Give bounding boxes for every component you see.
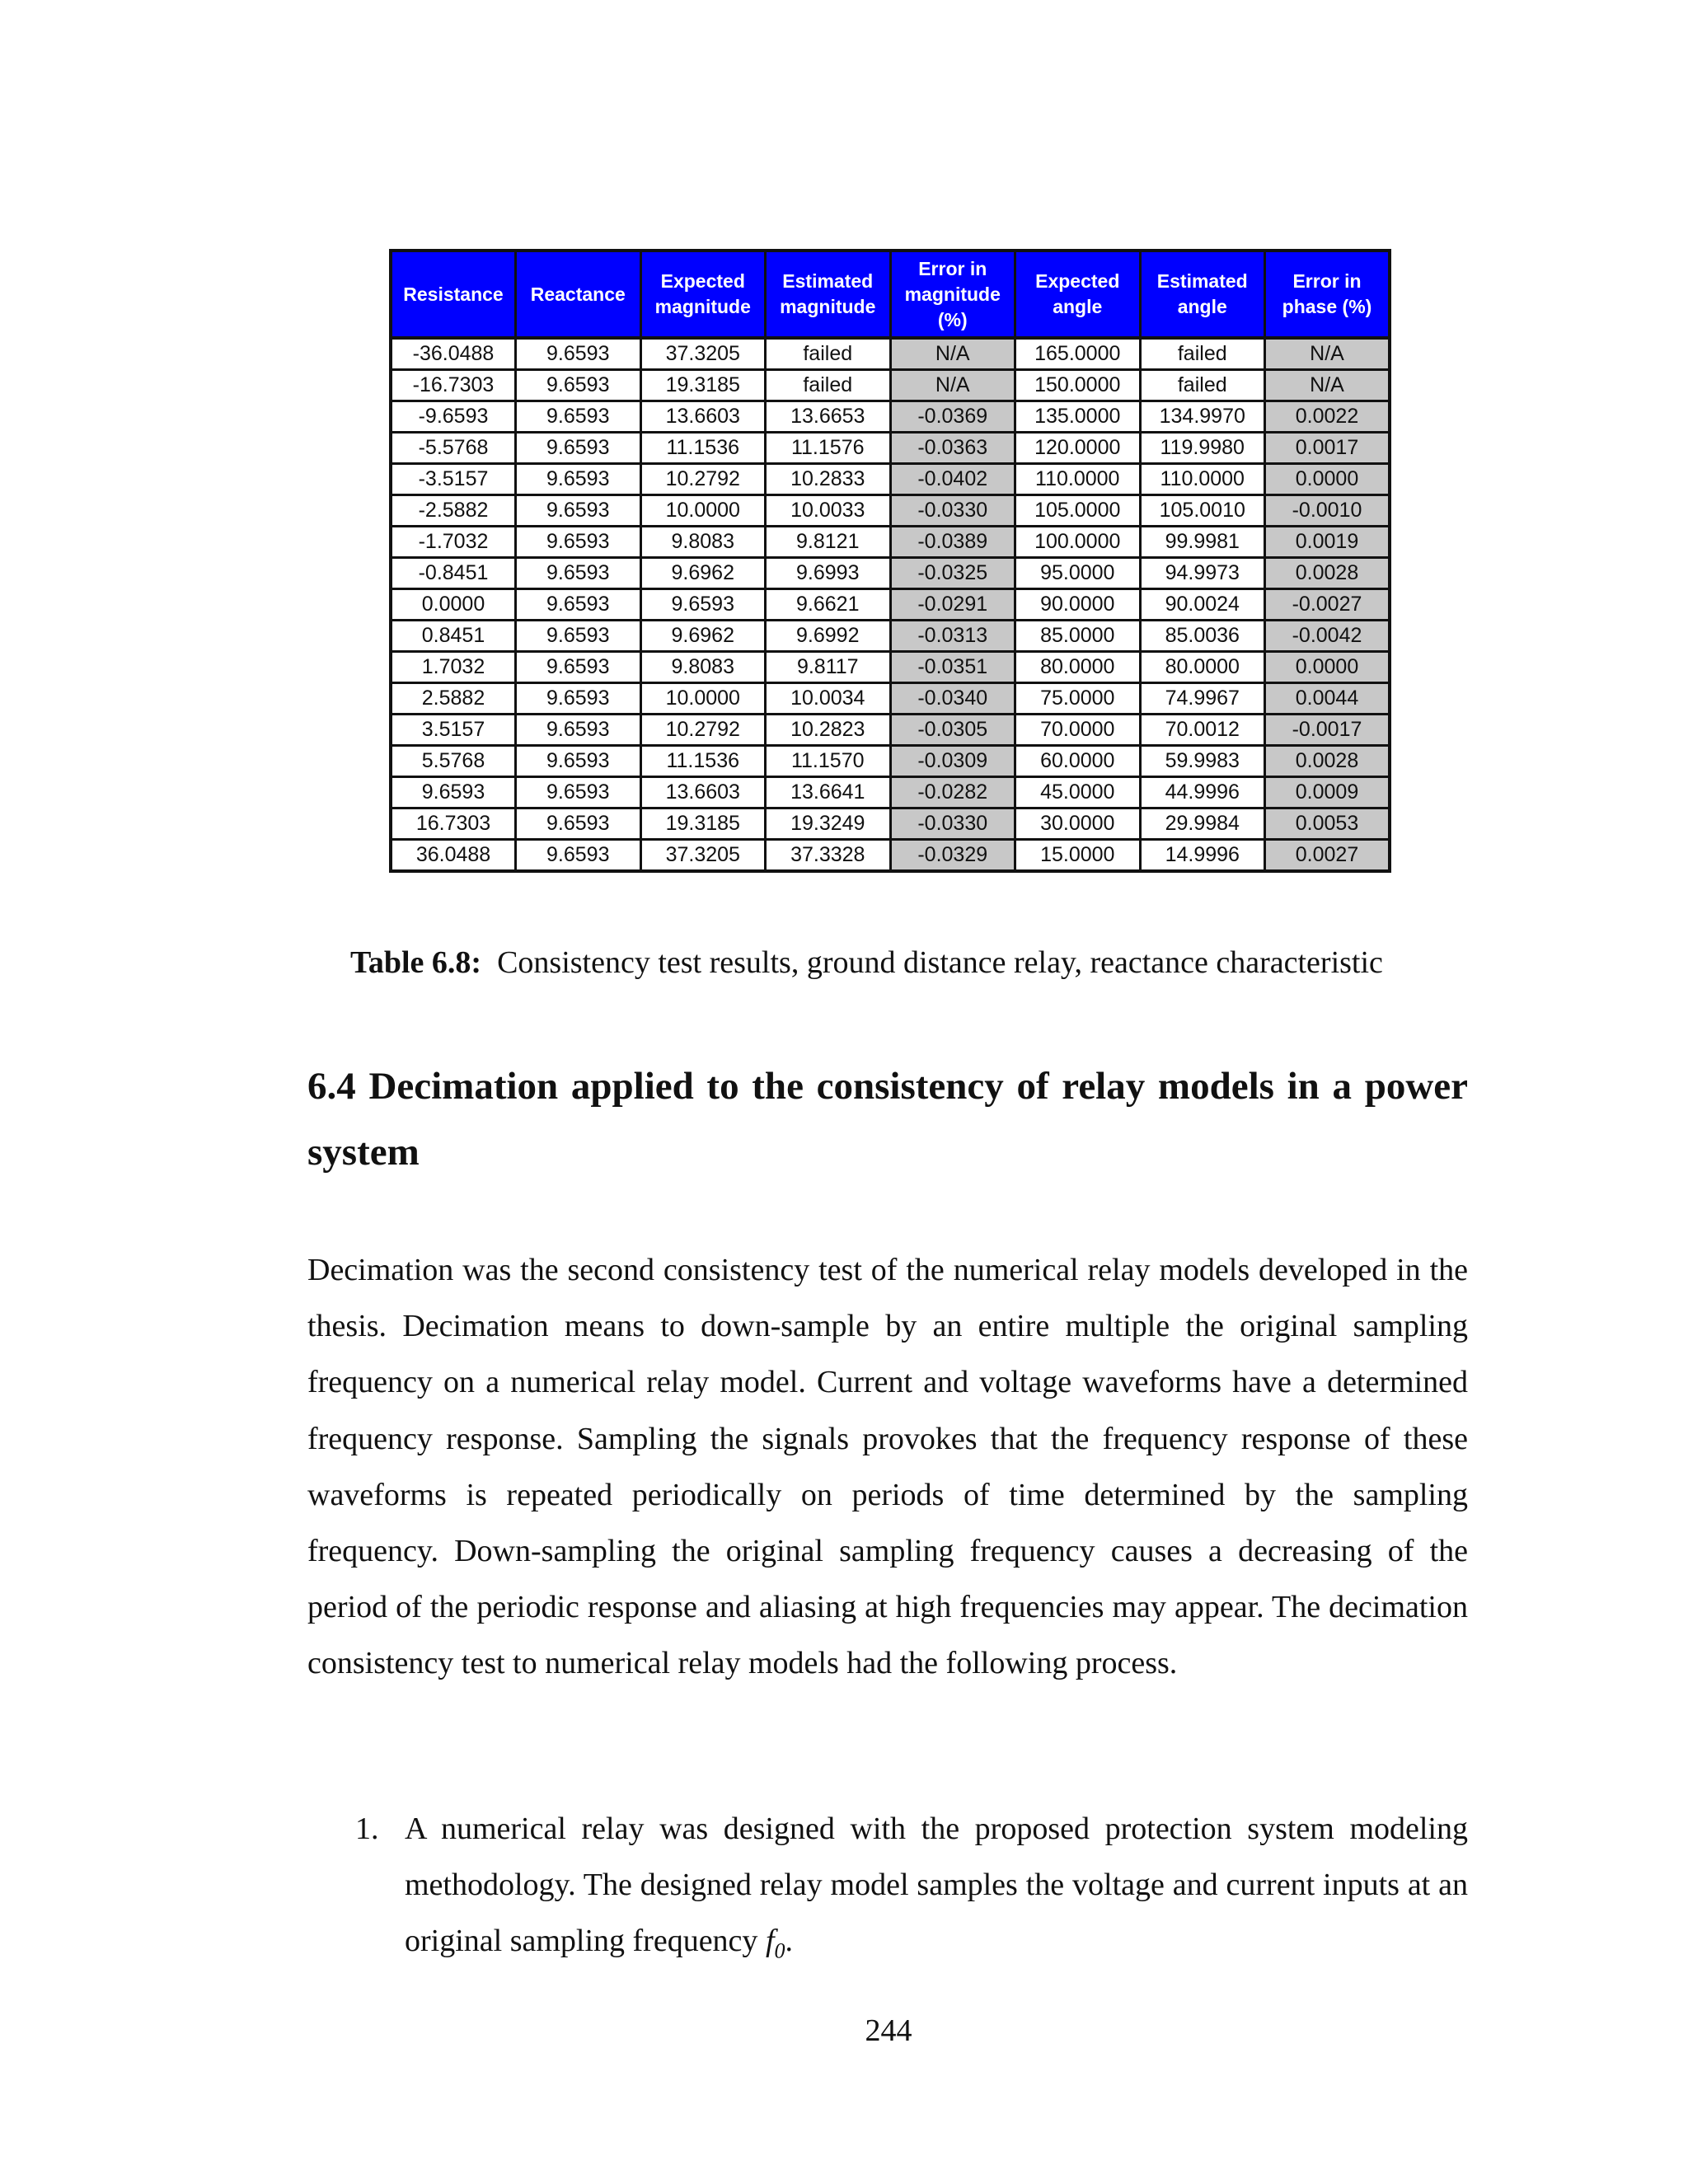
table-cell: -0.0309 (890, 746, 1015, 777)
table-row (391, 401, 1390, 433)
table-cell: 9.6593 (516, 370, 641, 401)
table-cell: 0.0009 (1265, 777, 1390, 808)
table-cell: 70.0012 (1140, 715, 1265, 746)
table-cell: 37.3205 (640, 338, 766, 370)
table-cell: 0.0000 (1265, 652, 1390, 683)
table-row (391, 558, 1390, 589)
header-row (391, 251, 1390, 338)
table-row (391, 495, 1390, 527)
table-cell: -0.8451 (391, 558, 516, 589)
column-header: Error in phase (%) (1265, 251, 1390, 338)
table-cell: 95.0000 (1015, 558, 1141, 589)
table-cell: 0.0000 (1265, 464, 1390, 495)
table-cell: -0.0305 (890, 715, 1015, 746)
table-cell: 9.6593 (516, 840, 641, 872)
table-cell: -36.0488 (391, 338, 516, 370)
column-header: Estimated magnitude (766, 251, 891, 338)
table-cell: 10.2833 (766, 464, 891, 495)
caption-text: Consistency test results, ground distance relay, reactance characteristic (497, 945, 1383, 980)
table-cell: -0.0363 (890, 433, 1015, 464)
table-cell: 9.6621 (766, 589, 891, 621)
table-cell: 9.6593 (516, 495, 641, 527)
table-cell: 105.0010 (1140, 495, 1265, 527)
table-cell: 9.6593 (516, 746, 641, 777)
table-cell: -0.0017 (1265, 715, 1390, 746)
table-cell: -0.0340 (890, 683, 1015, 715)
table-cell: 9.6593 (516, 338, 641, 370)
table-row (391, 589, 1390, 621)
table-cell: N/A (1265, 338, 1390, 370)
table-cell: 9.6593 (516, 433, 641, 464)
table-cell: 9.6962 (640, 621, 766, 652)
table-cell: 37.3205 (640, 840, 766, 872)
column-header: Resistance (391, 251, 516, 338)
frequency-letter: f (765, 1924, 775, 1959)
table-cell: -0.0042 (1265, 621, 1390, 652)
table-row (391, 433, 1390, 464)
table-cell: 11.1576 (766, 433, 891, 464)
table-cell: -0.0010 (1265, 495, 1390, 527)
table-cell: 74.9967 (1140, 683, 1265, 715)
table-cell: 80.0000 (1015, 652, 1141, 683)
table-cell: -0.0325 (890, 558, 1015, 589)
table-cell: 45.0000 (1015, 777, 1141, 808)
table-cell: 13.6603 (640, 777, 766, 808)
table-cell: N/A (1265, 370, 1390, 401)
table-cell: 150.0000 (1015, 370, 1141, 401)
table-cell: 110.0000 (1015, 464, 1141, 495)
table-cell: 13.6653 (766, 401, 891, 433)
table-cell: 94.9973 (1140, 558, 1265, 589)
table-row (391, 621, 1390, 652)
table-cell: 0.0027 (1265, 840, 1390, 872)
table-cell: 0.0022 (1265, 401, 1390, 433)
table-cell: N/A (890, 338, 1015, 370)
table-header (391, 251, 1390, 338)
table-cell: -16.7303 (391, 370, 516, 401)
table-cell: -0.0291 (890, 589, 1015, 621)
table-cell: 0.8451 (391, 621, 516, 652)
list-text (405, 1801, 1468, 1980)
table-cell: 10.0000 (640, 495, 766, 527)
table-cell: 19.3185 (640, 370, 766, 401)
table-cell: 9.8083 (640, 652, 766, 683)
table-cell: 9.6593 (516, 527, 641, 558)
table-cell: -0.0282 (890, 777, 1015, 808)
table-cell: 44.9996 (1140, 777, 1265, 808)
table-cell: 0.0017 (1265, 433, 1390, 464)
page-number: 244 (865, 2013, 912, 2048)
column-header: Estimated angle (1140, 251, 1265, 338)
table-cell: -0.0330 (890, 808, 1015, 840)
table-cell: 9.6992 (766, 621, 891, 652)
table-cell: 90.0000 (1015, 589, 1141, 621)
table-cell: 30.0000 (1015, 808, 1141, 840)
table-cell: 70.0000 (1015, 715, 1141, 746)
table-cell: failed (1140, 338, 1265, 370)
table-cell: 90.0024 (1140, 589, 1265, 621)
body-paragraph: Decimation was the second consistency test of the numerical relay models developed in the thesis. Decimation means to down-sample by an entire multiple the original sampling frequency on a numerical relay model. Current and voltage waveforms have a determined frequency response. Sampling the signals provokes that the frequency response of these waveforms is repeated periodically on periods of time determined by the sampling frequency. Down-sampling the original sampling frequency causes a decreasing of the period of the periodic response and aliasing at high frequencies may appear. The decimation consistency test to numerical relay models had the following process. (307, 1253, 1468, 1681)
table-cell: -0.0351 (890, 652, 1015, 683)
table-cell: -1.7032 (391, 527, 516, 558)
table-cell: 9.6593 (516, 652, 641, 683)
table-cell: -0.0329 (890, 840, 1015, 872)
table-cell: 9.6593 (516, 808, 641, 840)
table-caption (350, 943, 1504, 982)
table-cell: 10.2792 (640, 715, 766, 746)
table-cell: 16.7303 (391, 808, 516, 840)
table-cell: 0.0000 (391, 589, 516, 621)
table-cell: 165.0000 (1015, 338, 1141, 370)
table-cell: 85.0000 (1015, 621, 1141, 652)
table-cell: -5.5768 (391, 433, 516, 464)
table-cell: 29.9984 (1140, 808, 1265, 840)
table-cell: 9.6993 (766, 558, 891, 589)
frequency-subscript: 0 (774, 1939, 785, 1963)
table-cell: 14.9996 (1140, 840, 1265, 872)
table-cell: 10.0033 (766, 495, 891, 527)
list-item (307, 1801, 1468, 1980)
table-cell: 11.1570 (766, 746, 891, 777)
table-cell: -0.0330 (890, 495, 1015, 527)
table-cell: 9.6593 (516, 401, 641, 433)
table-row (391, 777, 1390, 808)
table-cell: 3.5157 (391, 715, 516, 746)
table-cell: 5.5768 (391, 746, 516, 777)
table-cell: 9.8117 (766, 652, 891, 683)
table-row (391, 464, 1390, 495)
table-cell: 9.6962 (640, 558, 766, 589)
table-cell: -3.5157 (391, 464, 516, 495)
table-row (391, 808, 1390, 840)
table-cell: 0.0028 (1265, 558, 1390, 589)
table-cell: failed (1140, 370, 1265, 401)
table-cell: 99.9981 (1140, 527, 1265, 558)
column-header: Expected magnitude (640, 251, 766, 338)
table-cell: 120.0000 (1015, 433, 1141, 464)
table-row (391, 746, 1390, 777)
table-row (391, 683, 1390, 715)
table-cell: N/A (890, 370, 1015, 401)
table-cell: 37.3328 (766, 840, 891, 872)
table-cell: failed (766, 338, 891, 370)
table-cell: 0.0028 (1265, 746, 1390, 777)
table-cell: -0.0402 (890, 464, 1015, 495)
table-cell: 105.0000 (1015, 495, 1141, 527)
table-row (391, 652, 1390, 683)
table-cell: 36.0488 (391, 840, 516, 872)
table-cell: 10.2792 (640, 464, 766, 495)
caption-label: Table 6.8: (350, 945, 482, 980)
table-cell: 2.5882 (391, 683, 516, 715)
table-cell: 10.0034 (766, 683, 891, 715)
table-cell: 10.0000 (640, 683, 766, 715)
table-cell: 15.0000 (1015, 840, 1141, 872)
table-cell: 9.6593 (516, 464, 641, 495)
section-heading: 6.4 Decimation applied to the consistency of relay models in a power system (307, 1065, 1468, 1174)
table-cell: 80.0000 (1140, 652, 1265, 683)
table-cell: 100.0000 (1015, 527, 1141, 558)
table-cell: 9.8121 (766, 527, 891, 558)
table-cell: 9.6593 (640, 589, 766, 621)
table-cell: 11.1536 (640, 746, 766, 777)
column-header: Error in magnitude (%) (890, 251, 1015, 338)
table-cell: 75.0000 (1015, 683, 1141, 715)
table-cell: 59.9983 (1140, 746, 1265, 777)
table-row (391, 370, 1390, 401)
table-cell: 0.0044 (1265, 683, 1390, 715)
list-text-body: A numerical relay was designed with the proposed protection system modeling methodology. The designed relay model samples the voltage and current inputs at an original sampling frequency (405, 1811, 1468, 1959)
table-cell: 0.0053 (1265, 808, 1390, 840)
table-cell: 9.6593 (516, 621, 641, 652)
column-header: Reactance (516, 251, 641, 338)
table-cell: -0.0313 (890, 621, 1015, 652)
table-cell: 1.7032 (391, 652, 516, 683)
table-cell: 19.3249 (766, 808, 891, 840)
list-number: 1. (355, 1811, 379, 1846)
table-cell: 11.1536 (640, 433, 766, 464)
table-cell: 9.8083 (640, 527, 766, 558)
table-cell: 0.0019 (1265, 527, 1390, 558)
table-cell: -0.0389 (890, 527, 1015, 558)
table-cell: 9.6593 (516, 715, 641, 746)
table-cell: 85.0036 (1140, 621, 1265, 652)
table-cell: 9.6593 (391, 777, 516, 808)
table-cell: -9.6593 (391, 401, 516, 433)
table-cell: 135.0000 (1015, 401, 1141, 433)
table-row (391, 338, 1390, 370)
table-cell: failed (766, 370, 891, 401)
results-table (389, 249, 1391, 873)
list-end-punctuation: . (785, 1924, 793, 1959)
table-cell: 9.6593 (516, 777, 641, 808)
table-cell: 9.6593 (516, 683, 641, 715)
table-body (391, 338, 1390, 871)
table-cell: 119.9980 (1140, 433, 1265, 464)
table-row (391, 715, 1390, 746)
table-cell: 9.6593 (516, 589, 641, 621)
table-cell: 10.2823 (766, 715, 891, 746)
table-cell: 110.0000 (1140, 464, 1265, 495)
table-cell: 134.9970 (1140, 401, 1265, 433)
table-cell: 60.0000 (1015, 746, 1141, 777)
table-cell: 9.6593 (516, 558, 641, 589)
table-cell: -0.0027 (1265, 589, 1390, 621)
table-cell: 13.6603 (640, 401, 766, 433)
table-cell: -2.5882 (391, 495, 516, 527)
column-header: Expected angle (1015, 251, 1141, 338)
frequency-symbol (765, 1924, 785, 1963)
table-cell: 19.3185 (640, 808, 766, 840)
table-row (391, 527, 1390, 558)
table-cell: -0.0369 (890, 401, 1015, 433)
table-row (391, 840, 1390, 872)
table-cell: 13.6641 (766, 777, 891, 808)
